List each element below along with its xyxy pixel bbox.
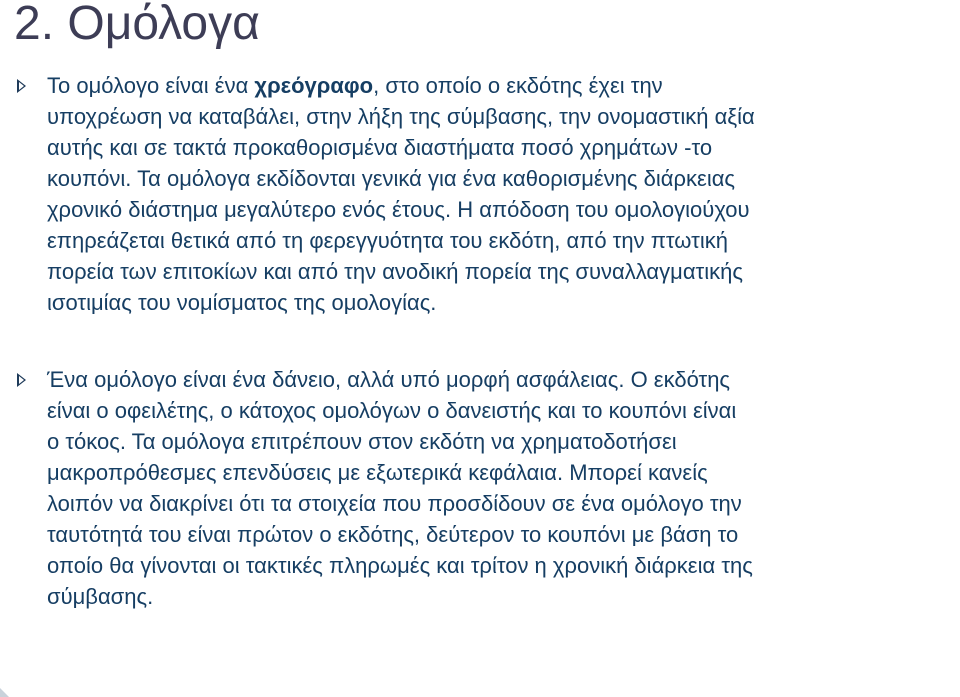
text-line: Ένα ομόλογο είναι ένα δάνειο, αλλά υπό μορφή ασφάλειας. Ο εκδότης — [47, 367, 731, 392]
text-line: υποχρέωση να καταβάλει, στην λήξη της σύμβασης, την ονομαστική αξία — [47, 104, 755, 129]
text-line: λοιπόν να διακρίνει ότι τα στοιχεία που προσδίδουν σε ένα ομόλογο την — [47, 491, 742, 516]
text-line: ταυτότητά του είναι πρώτον ο εκδότης, δεύτερον το κουπόνι με βάση το — [47, 522, 739, 547]
text-line: αυτής και σε τακτά προκαθορισμένα διαστήματα ποσό χρημάτων -το — [47, 135, 713, 160]
text-line: Το ομόλογο είναι ένα χρεόγραφο, στο οποίο ο εκδότης έχει την — [47, 73, 663, 98]
bullet-triangle-icon — [17, 79, 26, 93]
text-line: σύμβασης. — [47, 584, 154, 609]
bold-term: χρεόγραφο — [254, 73, 374, 98]
slide-title: 2. Ομόλογα — [14, 0, 260, 50]
text-line: ισοτιμίας του νομίσματος της ομολογίας. — [47, 290, 437, 315]
bullet-text — [47, 70, 952, 318]
text-line: οποίο θα γίνονται οι τακτικές πληρωμές και τρίτον η χρονική διάρκεια της — [47, 553, 753, 578]
text-line: χρονικό διάστημα μεγαλύτερο ενός έτους. Η απόδοση του ομολογιούχου — [47, 197, 750, 222]
text-line: πορεία των επιτοκίων και από την ανοδική πορεία της συναλλαγματικής — [47, 259, 743, 284]
text-line: επηρεάζεται θετικά από τη φερεγγυότητα του εκδότη, από την πτωτική — [47, 228, 728, 253]
text-line: μακροπρόθεσμες επενδύσεις με εξωτερικά κεφάλαια. Μπορεί κανείς — [47, 460, 708, 485]
text-line: κουπόνι. Τα ομόλογα εκδίδονται γενικά για ένα καθορισμένης διάρκειας — [47, 166, 736, 191]
slide-corner-triangle-icon — [0, 688, 9, 697]
bullet-text — [47, 364, 952, 612]
bullet-triangle-icon — [17, 373, 26, 387]
text-line: ο τόκος. Τα ομόλογα επιτρέπουν στον εκδότη να χρηματοδοτήσει — [47, 429, 677, 454]
text-line: είναι ο οφειλέτης, ο κάτοχος ομολόγων ο δανειστής και το κουπόνι είναι — [47, 398, 737, 423]
